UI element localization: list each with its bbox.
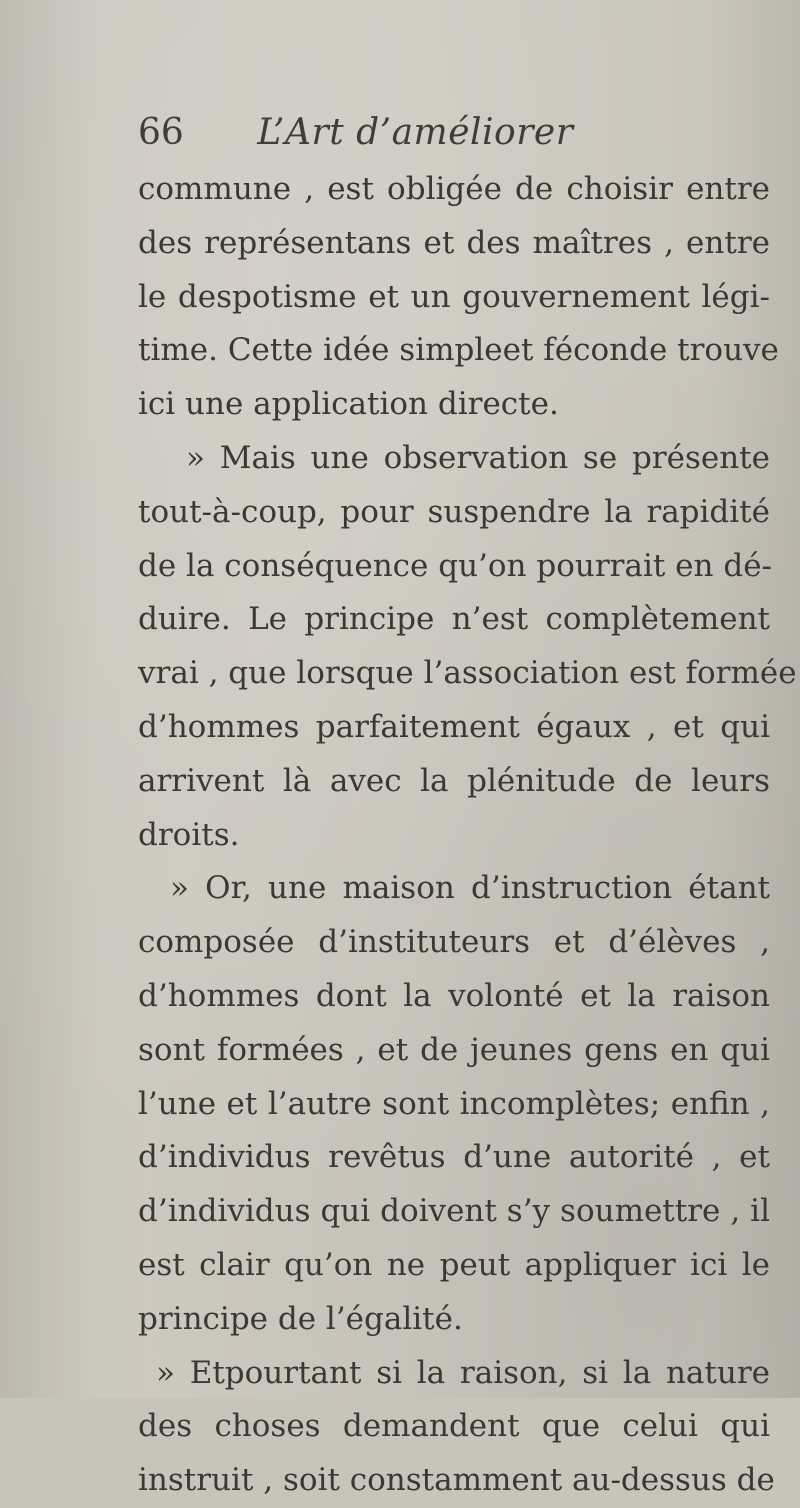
text-line: » Etpourtant si la raison, si la nature (156, 1354, 770, 1391)
text-line: commune , est obligée de choisir entre (138, 171, 770, 207)
body-text (138, 163, 797, 1508)
text-line: de la conséquence qu’on pourrait en dé- (138, 547, 773, 584)
text-line: » Mais une observation se présente (186, 439, 770, 476)
text-line: principe de l’égalité. (138, 1300, 463, 1337)
text-line: l’une et l’autre sont incomplètes; enfin , (138, 1085, 770, 1122)
text-line: d’hommes parfaitement égaux , et qui (138, 708, 770, 745)
text-line: ici une application directe. (138, 386, 559, 423)
page-number: 66 (138, 112, 184, 153)
text-line: des choses demandent que celui qui (138, 1408, 770, 1445)
text-line: le despotisme et un gouvernement légi- (138, 278, 770, 315)
text-line: d’individus qui doivent s’y soumettre , il (138, 1193, 770, 1230)
text-line: d’hommes dont la volonté et la raison (138, 977, 770, 1014)
text-line: est clair qu’on ne peut appliquer ici le (138, 1246, 770, 1283)
page-header (138, 112, 573, 153)
text-line: instruit , soit constamment au-dessus de (138, 1462, 775, 1499)
text-line: vrai , que lorsque l’association est formée (138, 655, 797, 692)
running-title: L’Art d’améliorer (257, 112, 574, 153)
text-line: time. Cette idée simpleet féconde trouve (138, 332, 779, 369)
text-line: arrivent là avec la plénitude de leurs (138, 762, 770, 799)
text-line: sont formées , et de jeunes gens en qui (138, 1031, 770, 1068)
text-line: d’individus revêtus d’une autorité , et (138, 1139, 770, 1176)
text-line: droits. (138, 816, 240, 853)
text-line: des représentans et des maîtres , entre (138, 224, 770, 261)
text-line: composée d’instituteurs et d’élèves , (138, 924, 770, 961)
text-line: duire. Le principe n’est complètement (138, 601, 770, 638)
text-line: » Or, une maison d’instruction étant (170, 870, 770, 907)
text-line: tout-à-coup, pour suspendre la rapidité (138, 493, 770, 530)
